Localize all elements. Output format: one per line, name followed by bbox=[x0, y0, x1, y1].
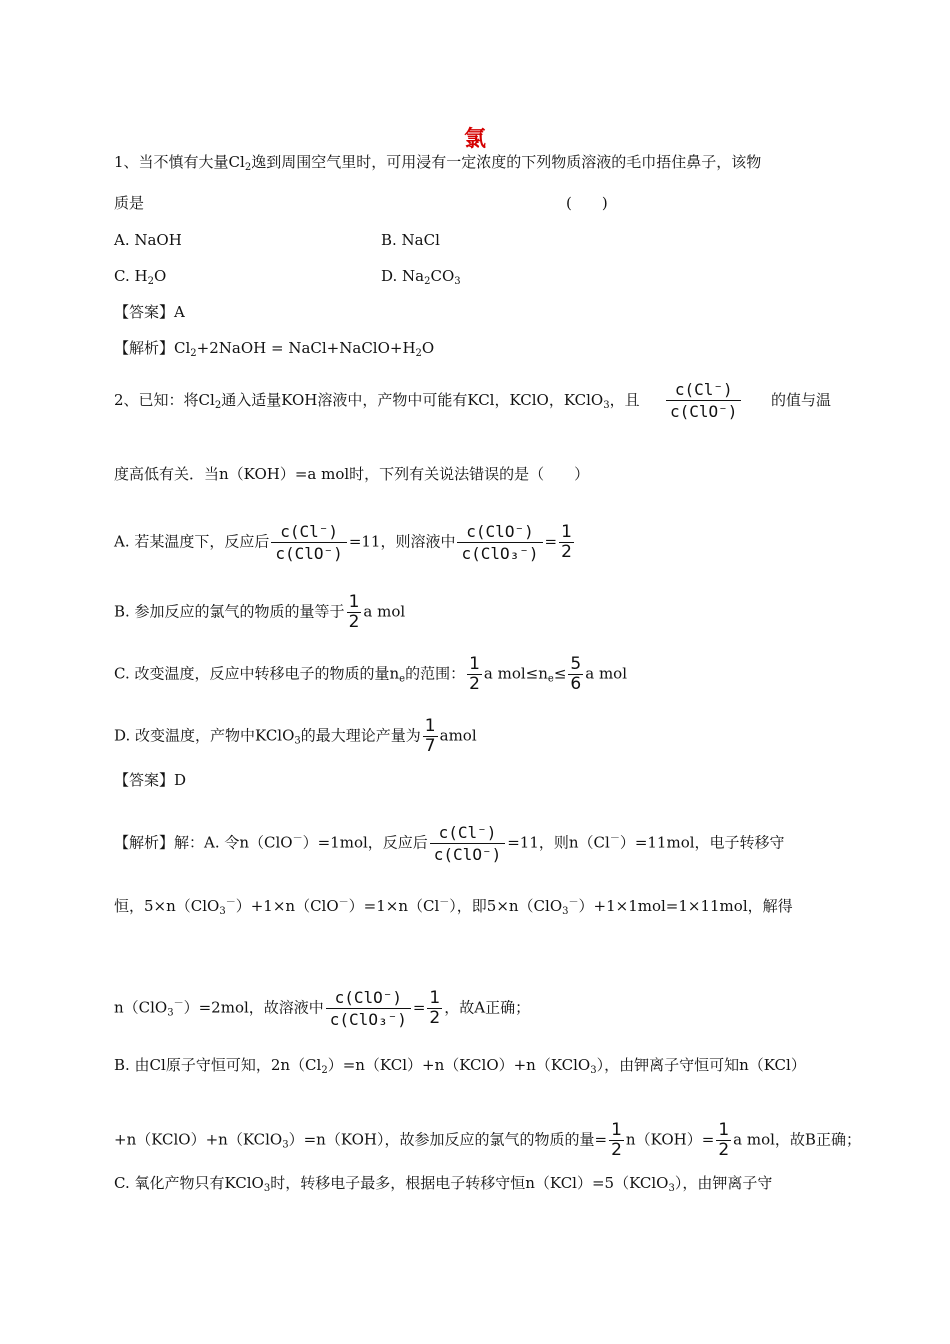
q2-analysis-line4: B. 由Cl原子守恒可知，$2n(Cl_2)=n(KCl)+n(KClO)+n(KClO_3)$，由钾离子守恒可知n（KCl） bbox=[114, 1056, 806, 1076]
q2-analysis-line5: +n（KClO）+n（KClO$_3$）=n（KOH），故参加反应的氯气的物质的量= $\frac{1}{2}$ n（KOH）= $\frac{1}{2}$ a mol，故B正确； bbox=[114, 1120, 861, 1160]
q2-analysis-line2: 恒，5×n（ClO$_3$－）+1×n（ClO－）=1×n（Cl－），即5×n（ClO$_3$－）+1×1mol=1×11mol，解得 bbox=[114, 897, 793, 917]
fraction-cl-over-clo: $\frac{c(Cl^-)}{\text{c(ClO⁻)}}$ bbox=[664, 379, 743, 422]
q2-analysis-line1: 【解析】解：A. 令n（ClO－）=1mol，反应后 $\frac{c(Cl^-)}{\text{c(ClO⁻)}}$ =11，则n（Cl－）=11mol，电子转移守 bbox=[114, 823, 785, 864]
q2-option-b: B. 参加反应的氯气的物质的量等于 $\frac{1}{2}$ a mol bbox=[114, 592, 406, 632]
q2-stem-line2: 度高低有关．当n（KOH）=a mol时，下列有关说法错误的是（ ） bbox=[114, 465, 590, 483]
q2-analysis-line6: C. 氧化产物只有KClO$_3$时，转移电子最多，根据电子转移守恒n（KCl）=5（KClO$_3$），由钾离子守 bbox=[114, 1174, 773, 1194]
q1-answer-paren: ( ) bbox=[566, 194, 608, 212]
q1-option-c: C. $H_2O$ bbox=[114, 267, 167, 287]
q1-stem-line1: 1、当不慎有大量$Cl_2$逸到周围空气里时，可用浸有一定浓度的下列物质溶液的毛巾捂住鼻子，该物 bbox=[114, 153, 762, 173]
q2-answer: 【答案】D bbox=[114, 771, 187, 789]
q1-option-d: D. $Na_2CO_3$ bbox=[381, 267, 461, 287]
q1-answer: 【答案】A bbox=[114, 303, 185, 321]
q2-option-d: D. 改变温度，产物中KClO$_3$的最大理论产量为 $\frac{1}{7}$ amol bbox=[114, 716, 477, 756]
q1-option-a: A. NaOH bbox=[114, 231, 182, 249]
q1-stem-line2: 质是 bbox=[114, 194, 145, 212]
q1-option-b: B. NaCl bbox=[381, 231, 440, 249]
page-title: 氯 bbox=[463, 127, 486, 152]
q2-option-c: C. 改变温度，反应中转移电子的物质的量$n_e$的范围： $\frac{1}{2}$ a $mol\le n_e\le$ $\frac{5}{6}$ a mol bbox=[114, 654, 628, 694]
q2-stem-line1: 2、已知：将$Cl_2$通入适量KOH溶液中，产物中可能有KCl，KClO，KClO$_3$，且 bbox=[114, 391, 640, 411]
q1-analysis: 【解析】$Cl_2+2NaOH$ = $NaCl+NaClO+H_2O$ bbox=[114, 339, 435, 359]
q2-stem-line1-end: 的值与温 bbox=[771, 391, 832, 409]
q2-analysis-line3: n（ClO$_3$－）=2mol，故溶液中 $\frac{\text{c(ClO⁻)}}{\text{c(ClO₃⁻)}}$ = $\frac{1}{2}$ ，故A正确； bbox=[114, 988, 531, 1029]
q2-option-a: A. 若某温度下，反应后 $\frac{c(Cl^-)}{\text{c(ClO⁻)}}$ =11，则溶液中 $\frac{\text{c(ClO⁻)}}{\text{c(ClO₃⁻)}}$ = $\frac{1}{2}$ bbox=[114, 522, 572, 563]
